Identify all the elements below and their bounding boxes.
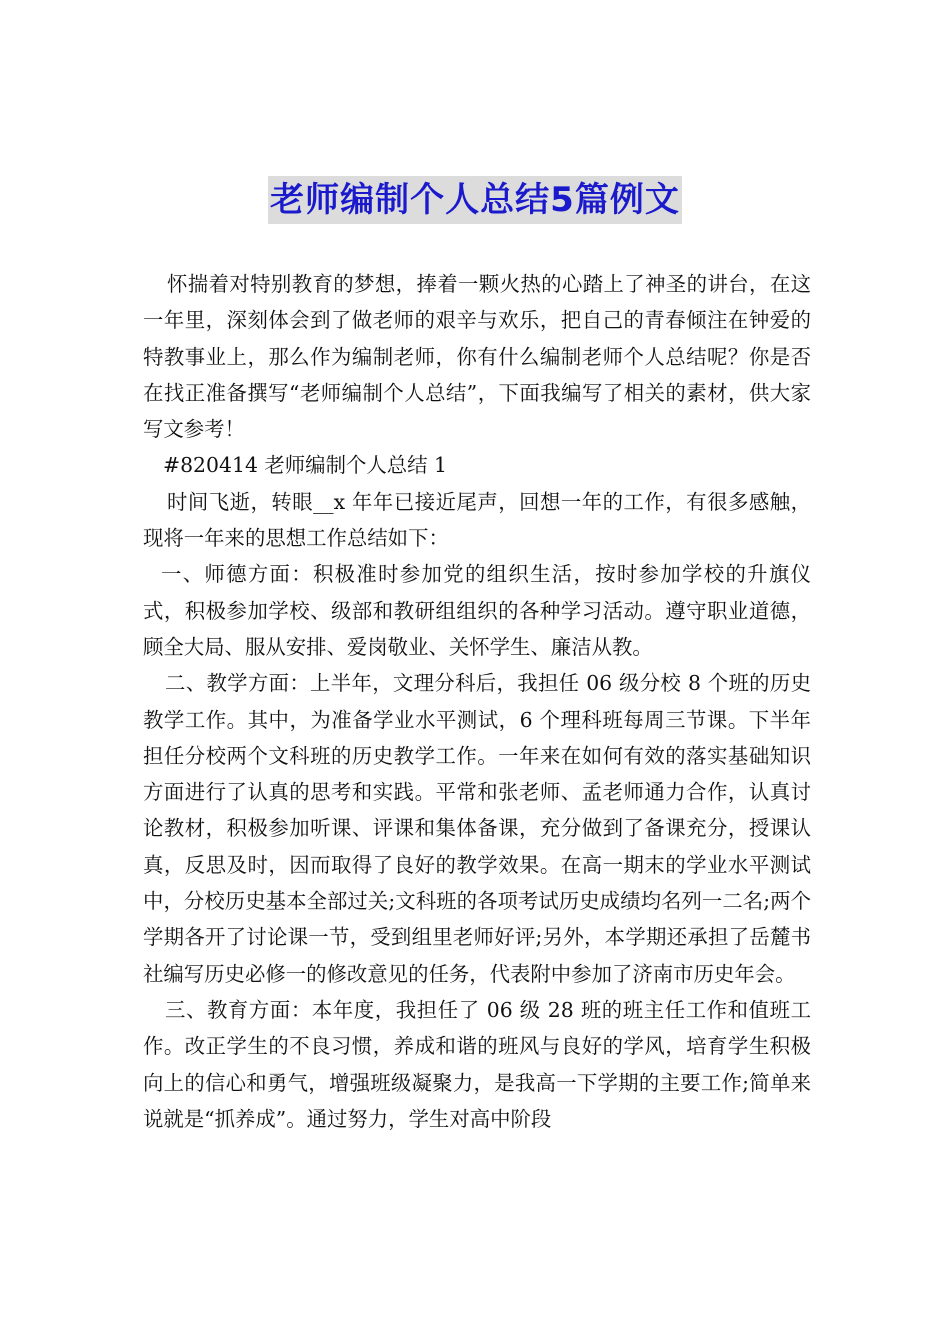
body-paragraph: 二、教学方面：上半年，文理分科后，我担任 06 级分校 8 个班的历史教学工作。其中，为准备学业水平测试，6 个理科班每周三节课。下半年担任分校两个文科班的历史教学工作。一年来在如何有效的落实基础知识方面进行了认真的思考和实践。平常和张老师、孟老师通力合作，认真讨论教材，积极参加听课、评课和集体备课，充分做到了备课充分，授课认真，反思及时，因而取得了良好的教学效果。在高一期末的学业水平测试中，分校历史基本全部过关;文科班的各项考试历史成绩均名列一二名;两个学期各开了讨论课一节，受到组里老师好评;另外，本学期还承担了岳麓书社编写历史必修一的修改意见的任务，代表附中参加了济南市历史年会。	[143, 671, 811, 986]
body-paragraph: 时间飞逝，转眼__x 年年已接近尾声，回想一年的工作，有很多感触，现将一年来的思想工作总结如下：	[143, 489, 811, 551]
intro-paragraph: 怀揣着对特别教育的梦想，捧着一颗火热的心踏上了神圣的讲台，在这一年里，深刻体会到了做老师的艰辛与欢乐，把自己的青春倾注在钟爱的特教事业上，那么作为编制老师，你有什么编制老师个人总结呢？你是否在找正准备撰写“老师编制个人总结”，下面我编写了相关的素材，供大家写文参考！	[143, 272, 811, 442]
body-paragraph: 一、师德方面：积极准时参加党的组织生活，按时参加学校的升旗仪式，积极参加学校、级部和教研组组织的各种学习活动。遵守职业道德，顾全大局、服从安排、爱岗敬业、关怀学生、廉洁从教。	[143, 562, 811, 659]
title-wrapper	[0, 176, 950, 224]
document-title: 老师编制个人总结5篇例文	[268, 176, 682, 224]
section-heading: #820414 老师编制个人总结 1	[163, 453, 447, 478]
document-body	[143, 266, 811, 1137]
body-paragraph: 三、教育方面：本年度，我担任了 06 级 28 班的班主任工作和值班工作。改正学生的不良习惯，养成和谐的班风与良好的学风，培育学生积极向上的信心和勇气，增强班级凝聚力，是我高一下学期的主要工作;简单来说就是“抓养成”。通过努力，学生对高中阶段	[143, 997, 811, 1131]
